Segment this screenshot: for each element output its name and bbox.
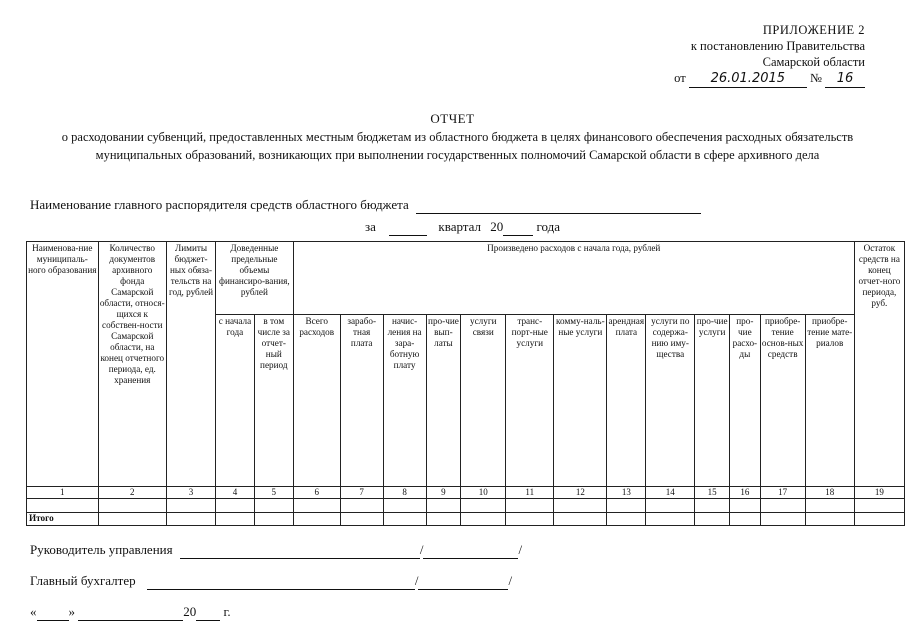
year-prefix: 20 bbox=[490, 219, 504, 234]
quarter-blank[interactable] bbox=[389, 219, 427, 236]
table-cell[interactable] bbox=[167, 499, 216, 513]
signature-accountant-name-blank[interactable] bbox=[418, 573, 508, 590]
table-cell[interactable] bbox=[554, 499, 607, 513]
signature-accountant-label: Главный бухгалтер bbox=[30, 573, 136, 588]
header-financing: Доведенные предельные объемы финансиро-вания, рублей bbox=[216, 242, 294, 315]
subheader-expense: услуги по содержа-нию иму-щества bbox=[646, 315, 695, 487]
column-number: 13 bbox=[607, 487, 646, 499]
appendix-line2: Самарской области bbox=[762, 55, 865, 69]
handwritten-date: 26.01.2015 bbox=[689, 71, 807, 88]
signature-date-line bbox=[30, 604, 231, 621]
column-number: 19 bbox=[854, 487, 904, 499]
column-number: 15 bbox=[695, 487, 730, 499]
distributor-line bbox=[30, 197, 701, 214]
table-cell[interactable] bbox=[461, 499, 506, 513]
signature-accountant-line: Главный бухгалтер / / bbox=[30, 573, 513, 588]
table-cell[interactable] bbox=[98, 513, 166, 526]
distributor-blank[interactable] bbox=[416, 197, 701, 214]
subheader-expense: начис-ления на зара-ботную плату bbox=[383, 315, 426, 487]
table-cell[interactable] bbox=[554, 513, 607, 526]
table-cell[interactable] bbox=[383, 499, 426, 513]
table-cell[interactable] bbox=[27, 499, 99, 513]
subheader-expense: услуги связи bbox=[461, 315, 506, 487]
handwritten-number: 16 bbox=[825, 71, 865, 88]
quote-open: « bbox=[30, 604, 37, 619]
table-cell[interactable] bbox=[646, 499, 695, 513]
table-cell[interactable] bbox=[293, 513, 340, 526]
table-cell[interactable] bbox=[98, 499, 166, 513]
table-row bbox=[27, 499, 905, 513]
table-cell[interactable] bbox=[695, 499, 730, 513]
from-label: от bbox=[674, 71, 686, 85]
table-cell[interactable] bbox=[695, 513, 730, 526]
column-number: 17 bbox=[760, 487, 805, 499]
signature-head-name-blank[interactable] bbox=[423, 542, 518, 559]
year-suffix: года bbox=[536, 219, 561, 234]
total-label: Итого bbox=[27, 513, 99, 526]
subheader-expense: приобре-тение мате-риалов bbox=[805, 315, 854, 487]
quarter-line bbox=[365, 219, 560, 236]
table-cell[interactable] bbox=[805, 513, 854, 526]
table-cell[interactable] bbox=[216, 499, 255, 513]
table-cell[interactable] bbox=[607, 499, 646, 513]
table-cell[interactable] bbox=[340, 513, 383, 526]
table-cell[interactable] bbox=[506, 499, 554, 513]
signature-head-blank[interactable] bbox=[180, 542, 420, 559]
date-year-blank[interactable] bbox=[196, 604, 220, 621]
date-year-suffix: г. bbox=[223, 604, 231, 619]
column-number: 6 bbox=[293, 487, 340, 499]
column-number: 16 bbox=[730, 487, 761, 499]
column-number: 5 bbox=[254, 487, 293, 499]
subheader-expense: приобре-тение основ-ных средств bbox=[760, 315, 805, 487]
table-cell[interactable] bbox=[167, 513, 216, 526]
signature-head-line: Руководитель управления / / bbox=[30, 542, 523, 557]
date-day-blank[interactable] bbox=[37, 604, 69, 621]
table-cell[interactable] bbox=[760, 513, 805, 526]
date-year-prefix: 20 bbox=[183, 604, 197, 619]
column-number: 11 bbox=[506, 487, 554, 499]
appendix-title: ПРИЛОЖЕНИЕ 2 bbox=[762, 23, 865, 37]
subheader-financing-period: в том числе за отчет-ный период bbox=[254, 315, 293, 487]
column-number: 1 bbox=[27, 487, 99, 499]
quarter-prefix: за bbox=[365, 219, 376, 234]
header-documents: Количество документов архивного фонда Самарской области, относя-щихся к собствен-ности Самарской области, на конец отчетного периода, ед. хранения bbox=[98, 242, 166, 487]
table-cell[interactable] bbox=[254, 499, 293, 513]
table-cell[interactable] bbox=[293, 499, 340, 513]
table-cell[interactable] bbox=[216, 513, 255, 526]
column-number: 12 bbox=[554, 487, 607, 499]
table-cell[interactable] bbox=[461, 513, 506, 526]
table-cell[interactable] bbox=[854, 499, 904, 513]
column-number: 18 bbox=[805, 487, 854, 499]
subheader-expense: транс-порт-ные услуги bbox=[506, 315, 554, 487]
table-cell[interactable] bbox=[254, 513, 293, 526]
subheader-expense: зарабо-тная плата bbox=[340, 315, 383, 487]
table-cell[interactable] bbox=[646, 513, 695, 526]
signature-accountant-blank[interactable] bbox=[147, 573, 415, 590]
date-month-blank[interactable] bbox=[78, 604, 183, 621]
table-cell[interactable] bbox=[426, 513, 461, 526]
subheader-expense: про-чие услуги bbox=[695, 315, 730, 487]
subheader-expense: про-чие расхо-ды bbox=[730, 315, 761, 487]
report-subtitle: о расходовании субвенций, предоставленных местным бюджетам из областного бюджета в целях финансового обеспечения расходных обязательств муниципальных образований, возникающих при выполнении государственных полномочий Самарской области в сфере архивного дела bbox=[61, 130, 854, 162]
appendix-line1: к постановлению Правительства bbox=[690, 39, 865, 53]
total-row bbox=[27, 513, 905, 526]
report-table bbox=[26, 241, 905, 526]
quarter-label: квартал bbox=[438, 219, 481, 234]
column-number: 9 bbox=[426, 487, 461, 499]
table-cell[interactable] bbox=[730, 513, 761, 526]
table-cell[interactable] bbox=[340, 499, 383, 513]
header-municipality: Наименова-ние муниципаль-ного образования bbox=[27, 242, 99, 487]
subheader-expense: Всего расходов bbox=[293, 315, 340, 487]
column-number: 2 bbox=[98, 487, 166, 499]
column-number: 10 bbox=[461, 487, 506, 499]
quote-close: » bbox=[68, 604, 75, 619]
subheader-financing-year: с начала года bbox=[216, 315, 255, 487]
distributor-label: Наименование главного распорядителя средств областного бюджета bbox=[30, 197, 409, 212]
column-number: 4 bbox=[216, 487, 255, 499]
table-cell[interactable] bbox=[730, 499, 761, 513]
table-cell[interactable] bbox=[854, 513, 904, 526]
column-number: 8 bbox=[383, 487, 426, 499]
header-expenses: Произведено расходов с начала года, рублей bbox=[293, 242, 854, 315]
number-label: № bbox=[809, 71, 822, 85]
column-numbers-row bbox=[27, 487, 905, 499]
table-cell[interactable] bbox=[426, 499, 461, 513]
column-number: 14 bbox=[646, 487, 695, 499]
table-cell[interactable] bbox=[805, 499, 854, 513]
table-cell[interactable] bbox=[760, 499, 805, 513]
table-cell[interactable] bbox=[383, 513, 426, 526]
header-limits: Лимиты бюджет-ных обяза-тельств на год, рублей bbox=[167, 242, 216, 487]
subheader-expense: арендная плата bbox=[607, 315, 646, 487]
signature-head-label: Руководитель управления bbox=[30, 542, 173, 557]
table-cell[interactable] bbox=[607, 513, 646, 526]
appendix-block bbox=[674, 22, 865, 88]
column-number: 7 bbox=[340, 487, 383, 499]
table-cell[interactable] bbox=[506, 513, 554, 526]
column-number: 3 bbox=[167, 487, 216, 499]
subheader-expense: комму-наль-ные услуги bbox=[554, 315, 607, 487]
header-balance: Остаток средств на конец отчет-ного периода, руб. bbox=[854, 242, 904, 487]
year-blank[interactable] bbox=[503, 219, 533, 236]
subheader-expense: про-чие вып-латы bbox=[426, 315, 461, 487]
appendix-date-line bbox=[674, 70, 865, 88]
report-title: ОТЧЕТ bbox=[430, 111, 475, 126]
